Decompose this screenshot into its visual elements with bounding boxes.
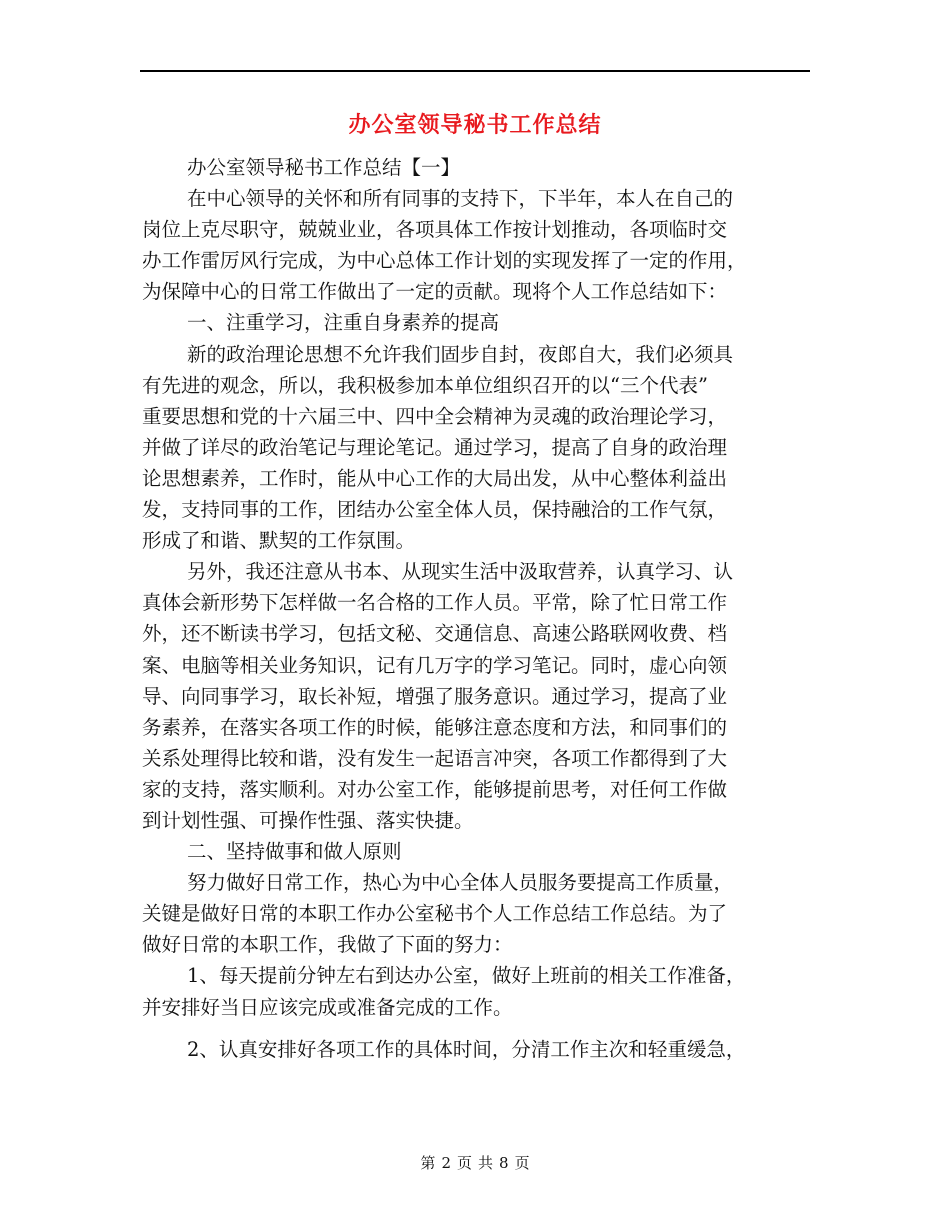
text-line: 努力做好日常工作，热心为中心全体人员服务要提高工作质量， — [187, 871, 734, 895]
page-footer — [0, 1152, 950, 1173]
footer-suffix: 页 — [514, 1154, 530, 1172]
footer-prefix: 第 — [420, 1154, 436, 1172]
text-line: 外，还不断读书学习，包括文秘、交通信息、高速公路联网收费、档 — [142, 622, 728, 646]
text-line: 新的政治理论思想不允许我们固步自封，夜郎自大，我们必须具 — [187, 342, 734, 366]
text-line: 为保障中心的日常工作做出了一定的贡献。现将个人工作总结如下： — [142, 280, 728, 304]
footer-total-pages: 8 — [499, 1154, 509, 1172]
text-line: 务素养，在落实各项工作的时候，能够注意态度和方法，和同事们的 — [142, 715, 728, 739]
text-line: 1、每天提前分钟左右到达办公室，做好上班前的相关工作准备， — [187, 964, 746, 988]
text-line: 案、电脑等相关业务知识，记有几万字的学习笔记。同时，虚心向领 — [142, 653, 728, 677]
text-line: 关系处理得比较和谐，没有发生一起语言冲突，各项工作都得到了大 — [142, 746, 728, 770]
text-line: 另外，我还注意从书本、从现实生活中汲取营养，认真学习、认 — [187, 560, 734, 584]
footer-page-word: 页 — [456, 1154, 472, 1172]
text-line: 论思想素养，工作时，能从中心工作的大局出发，从中心整体利益出 — [142, 466, 728, 490]
text-line: 到计划性强、可操作性强、落实快捷。 — [142, 808, 474, 832]
text-line: 做好日常的本职工作，我做了下面的努力： — [142, 933, 513, 957]
text-line: 办公室领导秘书工作总结【一】 — [187, 156, 461, 179]
text-line: 二、坚持做事和做人原则 — [187, 840, 402, 864]
text-line: 有先进的观念，所以，我积极参加本单位组织召开的以“三个代表” — [142, 373, 708, 397]
text-line: 2、认真安排好各项工作的具体时间，分清工作主次和轻重缓急， — [187, 1037, 746, 1061]
text-line: 并安排好当日应该完成或准备完成的工作。 — [142, 995, 513, 1019]
header-rule — [140, 70, 810, 72]
text-line: 办工作雷厉风行完成，为中心总体工作计划的实现发挥了一定的作用， — [142, 249, 747, 273]
text-line: 重要思想和党的十六届三中、四中全会精神为灵魂的政治理论学习， — [142, 404, 728, 428]
text-line: 关键是做好日常的本职工作办公室秘书个人工作总结工作总结。为了 — [142, 902, 728, 926]
text-line: 并做了详尽的政治笔记与理论笔记。通过学习，提高了自身的政治理 — [142, 435, 728, 459]
text-line: 一、注重学习，注重自身素养的提高 — [187, 311, 500, 335]
text-line: 真体会新形势下怎样做一名合格的工作人员。平常，除了忙日常工作 — [142, 591, 728, 615]
text-line: 岗位上克尽职守，兢兢业业，各项具体工作按计划推动，各项临时交 — [142, 218, 728, 242]
document-title: 办公室领导秘书工作总结 — [348, 112, 602, 138]
text-line: 家的支持，落实顺利。对办公室工作，能够提前思考，对任何工作做 — [142, 777, 728, 801]
text-line: 形成了和谐、默契的工作氛围。 — [142, 529, 416, 553]
text-line: 在中心领导的关怀和所有同事的支持下，下半年，本人在自己的 — [187, 187, 734, 211]
text-line: 导、向同事学习，取长补短，增强了服务意识。通过学习，提高了业 — [142, 684, 728, 708]
document-body — [142, 152, 808, 1065]
text-line: 发，支持同事的工作，团结办公室全体人员，保持融洽的工作气氛， — [142, 498, 728, 522]
footer-page-number: 2 — [441, 1154, 451, 1172]
footer-total-word: 共 — [478, 1154, 494, 1172]
